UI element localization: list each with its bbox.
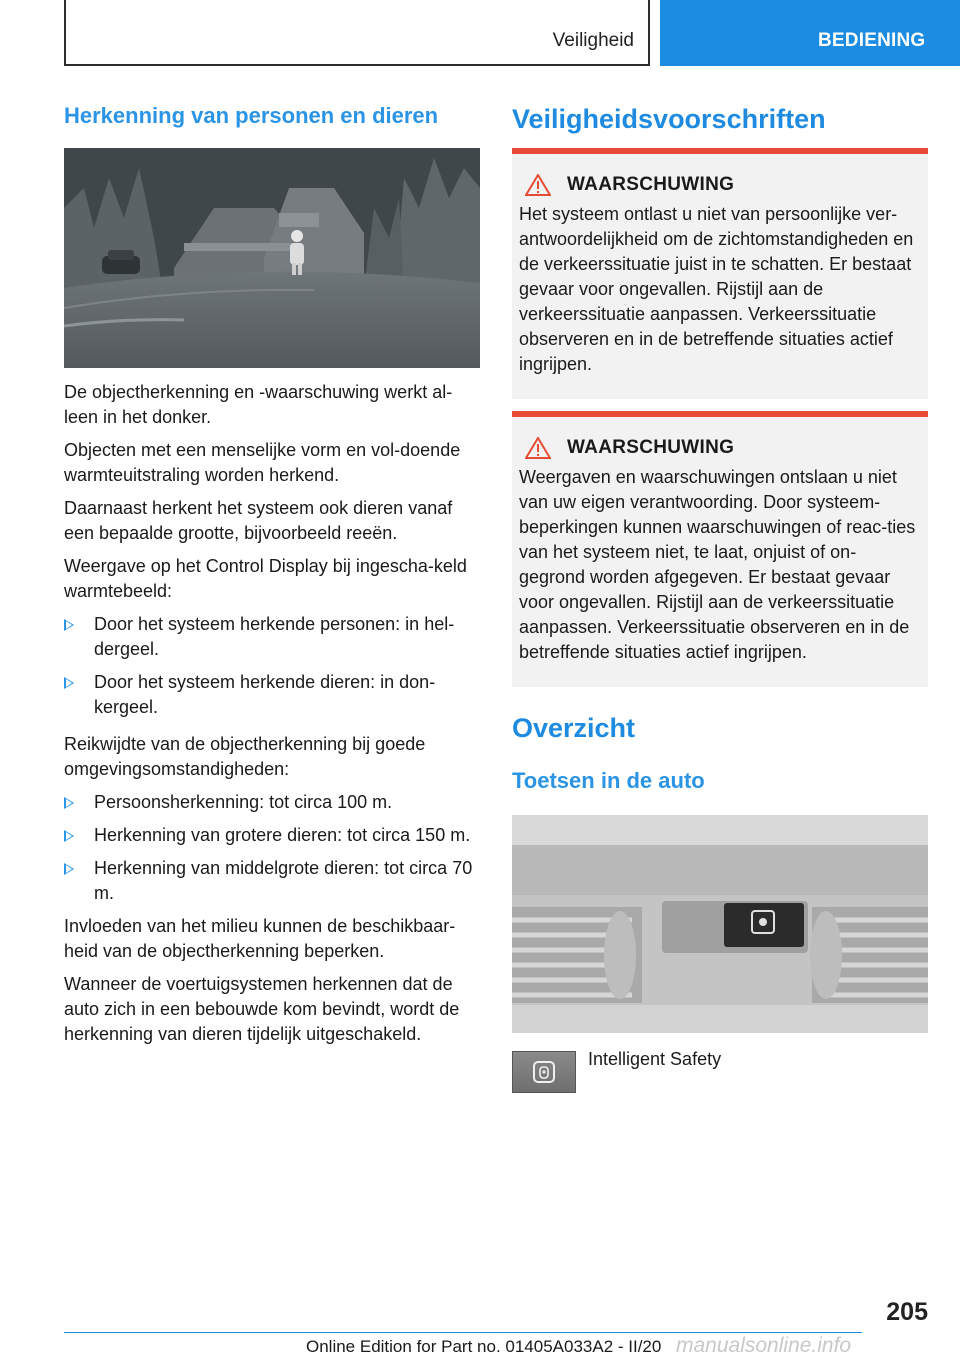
paragraph-environment: Invloeden van het milieu kunnen de beschikbaar-heid van de objectherkenning beperken. [64, 916, 456, 961]
list-item: Persoonsherkenning: tot circa 100 m. [64, 790, 480, 815]
left-column [64, 100, 480, 1047]
button-legend-row [512, 1051, 928, 1093]
list-item: Door het systeem herkende personen: in hel-dergeel. [64, 612, 480, 662]
footer-watermark: manualsonline.info [676, 1334, 852, 1357]
list-item: Herkenning van grotere dieren: tot circa 150 m. [64, 823, 480, 848]
bullet-triangle-icon [64, 863, 74, 875]
dashboard-buttons-image [512, 815, 928, 1033]
paragraph-animals: Daarnaast herkent het systeem ook dieren vanaf een bepaalde grootte, bijvoorbeeld reeën. [64, 498, 453, 543]
right-column [512, 100, 928, 1093]
list-item: Door het systeem herkende dieren: in don-kergeel. [64, 670, 480, 720]
bullet-triangle-icon [64, 830, 74, 842]
warning-text: Het systeem ontlast u niet van persoonlijke ver-antwoordelijkheid om de zichtomstandigheden en de verkeerssituatie juist in te schatten. Er bestaat gevaar voor ongevallen. Rijstijl aan de verkeerssituatie aanpassen. Verkeerssituatie observeren en in de betreffende situaties actief ingrijpen. [519, 204, 914, 374]
warning-title: WAARSCHUWING [567, 437, 735, 458]
bullet-triangle-icon [64, 677, 74, 689]
warning-text: Weergaven en waarschuwingen ontslaan u niet van uw eigen verantwoording. Door systeem-beperkingen kunnen waarschuwingen of reac-ties van het systeem niet, te laat, onjuist of on-gegrond worden afgegeven. Er bestaat gevaar voor ongevallen. Rijstijl aan de verkeerssituatie aanpassen. Verkeerssituatie observeren en in de betreffende situaties actief ingrijpen. [519, 467, 916, 662]
header-chapter-tab [660, 0, 960, 66]
bullet-triangle-icon [64, 797, 74, 809]
warning-box-2 [512, 411, 928, 687]
section-heading-recognition: Herkenning van personen en dieren [64, 103, 439, 128]
page-number: 205 [886, 1298, 928, 1326]
warning-triangle-icon [525, 174, 551, 196]
section-heading-overview: Overzicht [512, 713, 636, 743]
bullet-triangle-icon [64, 619, 74, 631]
warning-triangle-icon [525, 437, 551, 459]
intelligent-safety-button-icon [512, 1051, 576, 1093]
intelligent-safety-label: Intelligent Safety [588, 1049, 722, 1069]
footer-edition: Online Edition for Part no. 01405A033A2 - II/20 [306, 1337, 662, 1356]
paragraph-range: Reikwijdte van de objectherkenning bij goede omgevingsomstandigheden: [64, 734, 426, 779]
night-vision-image [64, 148, 480, 368]
night-vision-illustration [64, 148, 480, 368]
paragraph-urban: Wanneer de voertuigsystemen herkennen dat de auto zich in een bebouwde kom bevindt, wordt de herkenning van dieren tijdelijk uitgeschakeld. [64, 974, 460, 1044]
header-section-box [64, 0, 650, 66]
paragraph-dark-only: De objectherkenning en -waarschuwing werkt al-leen in het donker. [64, 382, 453, 427]
warning-title: WAARSCHUWING [567, 174, 735, 195]
intelligent-safety-icon [531, 1059, 557, 1085]
section-heading-safety: Veiligheidsvoorschriften [512, 104, 826, 134]
paragraph-display: Weergave op het Control Display bij ingescha-keld warmtebeeld: [64, 556, 467, 601]
section-heading-buttons: Toetsen in de auto [512, 768, 705, 793]
range-list [64, 790, 480, 906]
dashboard-illustration [512, 815, 928, 1033]
header-chapter-title: BEDIENING [818, 30, 926, 51]
header-section-title: Veiligheid [552, 30, 634, 51]
list-item: Herkenning van middelgrote dieren: tot circa 70 m. [64, 856, 480, 906]
warning-box-1 [512, 148, 928, 399]
display-color-list [64, 612, 480, 720]
footer-divider [64, 1332, 862, 1333]
paragraph-human-shape: Objecten met een menselijke vorm en vol-doende warmteuitstraling worden herkend. [64, 440, 461, 485]
